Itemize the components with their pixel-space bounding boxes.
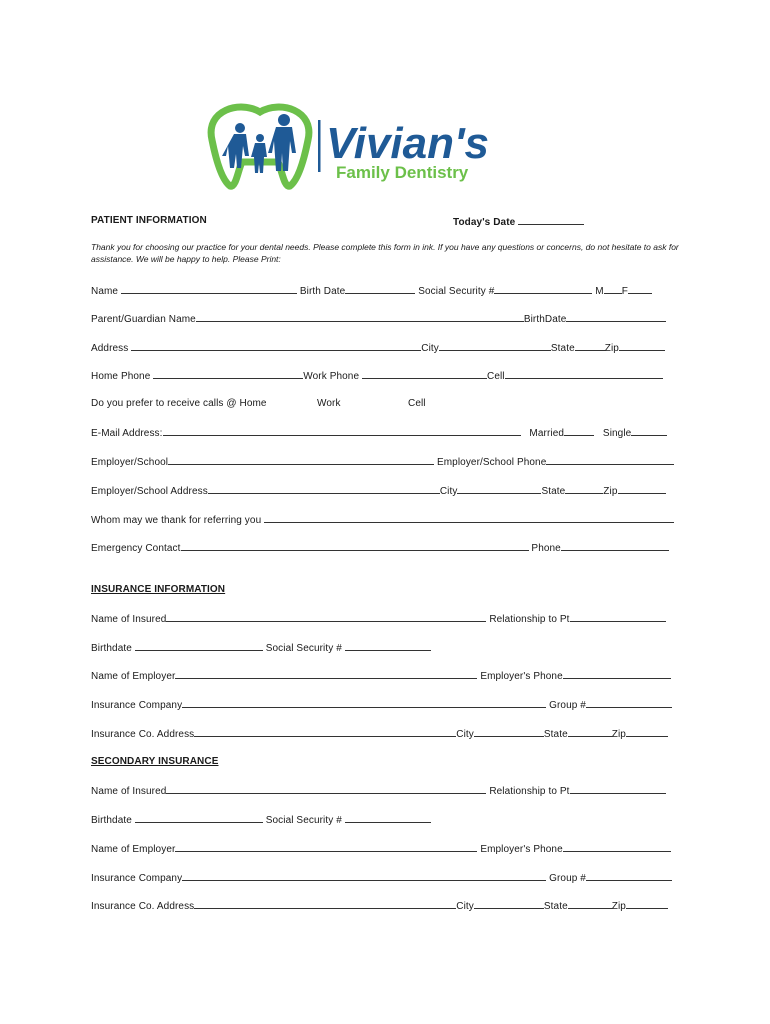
row-referral — [91, 513, 674, 526]
employer-phone-label: Employer/School Phone — [436, 457, 547, 468]
single-input[interactable] — [631, 426, 667, 436]
employer-phone-input[interactable] — [546, 455, 674, 465]
ins-employer-input[interactable] — [175, 669, 477, 679]
state-input[interactable] — [575, 341, 605, 351]
state-label: State — [550, 343, 575, 354]
sec-row-address — [91, 899, 668, 912]
zip-input[interactable] — [619, 341, 665, 351]
ins-city-input[interactable] — [474, 727, 544, 737]
ins-name-insured-input[interactable] — [166, 612, 486, 622]
row-email — [91, 426, 667, 439]
logo-name: Vivian's — [326, 119, 489, 168]
sec-employer-input[interactable] — [175, 842, 477, 852]
prefer-work-label: Work — [317, 398, 341, 409]
prefer-calls-label: Do you prefer to receive calls @ Home — [91, 398, 267, 409]
row-parent — [91, 312, 666, 325]
sec-relationship-label: Relationship to Pt — [489, 786, 570, 797]
sec-state-input[interactable] — [568, 899, 612, 909]
employer-zip-input[interactable] — [618, 484, 666, 494]
email-input[interactable] — [163, 426, 521, 436]
city-label: City — [421, 343, 439, 354]
sec-group-input[interactable] — [586, 871, 672, 881]
todays-date-label: Today's Date — [453, 217, 516, 228]
insurance-header-row — [91, 584, 225, 595]
name-input[interactable] — [121, 284, 297, 294]
emergency-input[interactable] — [181, 541, 529, 551]
referral-input[interactable] — [264, 513, 674, 523]
city-input[interactable] — [439, 341, 551, 351]
ins-row-company — [91, 698, 672, 711]
patient-info-header-row — [91, 215, 207, 226]
sec-name-insured-label: Name of Insured — [91, 786, 167, 797]
emergency-phone-input[interactable] — [561, 541, 669, 551]
single-label: Single — [602, 428, 632, 439]
sec-ssn-input[interactable] — [345, 813, 431, 823]
ins-birthdate-input[interactable] — [135, 641, 263, 651]
ins-relationship-label: Relationship to Pt — [489, 614, 570, 625]
sec-state-label: State — [543, 901, 568, 912]
ins-employer-phone-input[interactable] — [563, 669, 671, 679]
married-input[interactable] — [564, 426, 594, 436]
email-label: E-Mail Address: — [91, 428, 163, 439]
ins-company-input[interactable] — [182, 698, 546, 708]
sec-company-input[interactable] — [182, 871, 546, 881]
row-phones — [91, 369, 663, 382]
work-phone-input[interactable] — [362, 369, 487, 379]
employer-label: Employer/School — [91, 457, 169, 468]
f-input[interactable] — [628, 284, 652, 294]
name-label: Name — [91, 286, 119, 297]
ins-employer-phone-label: Employer's Phone — [480, 671, 563, 682]
cell-label: Cell — [487, 371, 505, 382]
parent-label: Parent/Guardian Name — [91, 314, 196, 325]
parent-input[interactable] — [196, 312, 524, 322]
sec-group-label: Group # — [549, 873, 586, 884]
sec-row-employer — [91, 842, 671, 855]
referral-label: Whom may we thank for referring you — [91, 515, 262, 526]
emergency-phone-label: Phone — [531, 543, 561, 554]
employer-city-label: City — [439, 486, 458, 497]
employer-city-input[interactable] — [457, 484, 541, 494]
sec-relationship-input[interactable] — [570, 784, 666, 794]
sec-row-birthdate — [91, 813, 431, 826]
sec-birthdate-label: Birthdate — [91, 815, 132, 826]
sec-employer-phone-label: Employer's Phone — [480, 844, 563, 855]
ins-relationship-input[interactable] — [570, 612, 666, 622]
parent-birthdate-label: BirthDate — [523, 314, 567, 325]
ins-company-label: Insurance Company — [91, 700, 183, 711]
sec-ssn-label: Social Security # — [265, 815, 342, 826]
ins-group-input[interactable] — [586, 698, 672, 708]
row-name — [91, 284, 652, 297]
todays-date-input[interactable] — [518, 215, 584, 225]
ins-name-insured-label: Name of Insured — [91, 614, 167, 625]
ins-group-label: Group # — [549, 700, 586, 711]
employer-zip-label: Zip — [603, 486, 618, 497]
practice-logo — [200, 100, 580, 195]
sec-birthdate-input[interactable] — [135, 813, 263, 823]
address-label: Address — [91, 343, 129, 354]
prefer-cell-label: Cell — [408, 398, 426, 409]
sec-row-company — [91, 871, 672, 884]
ins-row-address — [91, 727, 668, 740]
ssn-label: Social Security # — [418, 286, 495, 297]
ins-address-input[interactable] — [194, 727, 456, 737]
ins-zip-label: Zip — [611, 729, 626, 740]
sec-row-insured — [91, 784, 666, 797]
patient-info-title: PATIENT INFORMATION — [91, 215, 207, 226]
prefer-cell-option[interactable] — [408, 398, 426, 409]
birth-date-input[interactable] — [345, 284, 415, 294]
employer-state-input[interactable] — [565, 484, 603, 494]
row-employer — [91, 455, 674, 468]
intro-text: Thank you for choosing our practice for your dental needs. Please complete this form in ink. If you have any questions or concerns, do not hesitate to ask for assistance. We will be happy to help. Please Print: — [91, 242, 679, 264]
ins-row-birthdate — [91, 641, 431, 654]
sec-employer-label: Name of Employer — [91, 844, 176, 855]
home-phone-label: Home Phone — [91, 371, 151, 382]
ssn-input[interactable] — [494, 284, 592, 294]
row-employer-address — [91, 484, 666, 497]
employer-address-input[interactable] — [208, 484, 440, 494]
ins-birthdate-label: Birthdate — [91, 643, 132, 654]
secondary-header-row — [91, 756, 218, 767]
ins-row-employer — [91, 669, 671, 682]
row-address — [91, 341, 665, 354]
home-phone-input[interactable] — [153, 369, 303, 379]
sec-company-label: Insurance Company — [91, 873, 183, 884]
employer-address-label: Employer/School Address — [91, 486, 208, 497]
ins-ssn-label: Social Security # — [265, 643, 342, 654]
m-label: M — [595, 286, 604, 297]
prefer-work-option[interactable] — [317, 398, 341, 409]
employer-state-label: State — [541, 486, 566, 497]
ins-employer-label: Name of Employer — [91, 671, 176, 682]
todays-date-field[interactable] — [453, 215, 584, 228]
zip-label: Zip — [604, 343, 619, 354]
work-phone-label: Work Phone — [303, 371, 360, 382]
address-input[interactable] — [131, 341, 421, 351]
f-label: F — [621, 286, 628, 297]
sec-address-label: Insurance Co. Address — [91, 901, 195, 912]
sec-zip-label: Zip — [611, 901, 626, 912]
employer-input[interactable] — [168, 455, 434, 465]
sec-city-input[interactable] — [474, 899, 544, 909]
ins-state-input[interactable] — [568, 727, 612, 737]
logo-subtitle: Family Dentistry — [336, 163, 469, 182]
ins-zip-input[interactable] — [626, 727, 668, 737]
sec-address-input[interactable] — [194, 899, 456, 909]
insurance-title: INSURANCE INFORMATION — [91, 584, 226, 595]
sec-city-label: City — [456, 901, 474, 912]
sec-name-insured-input[interactable] — [166, 784, 486, 794]
ins-row-insured — [91, 612, 666, 625]
ins-address-label: Insurance Co. Address — [91, 729, 195, 740]
sec-employer-phone-input[interactable] — [563, 842, 671, 852]
ins-state-label: State — [543, 729, 568, 740]
emergency-label: Emergency Contact — [91, 543, 181, 554]
row-prefer-calls — [91, 398, 267, 409]
secondary-title: SECONDARY INSURANCE — [91, 756, 219, 767]
birth-date-label: Birth Date — [299, 286, 346, 297]
parent-birthdate-input[interactable] — [566, 312, 666, 322]
cell-input[interactable] — [505, 369, 663, 379]
ins-ssn-input[interactable] — [345, 641, 431, 651]
m-input[interactable] — [604, 284, 622, 294]
married-label: Married — [529, 428, 565, 439]
sec-zip-input[interactable] — [626, 899, 668, 909]
row-emergency — [91, 541, 669, 554]
ins-city-label: City — [456, 729, 474, 740]
